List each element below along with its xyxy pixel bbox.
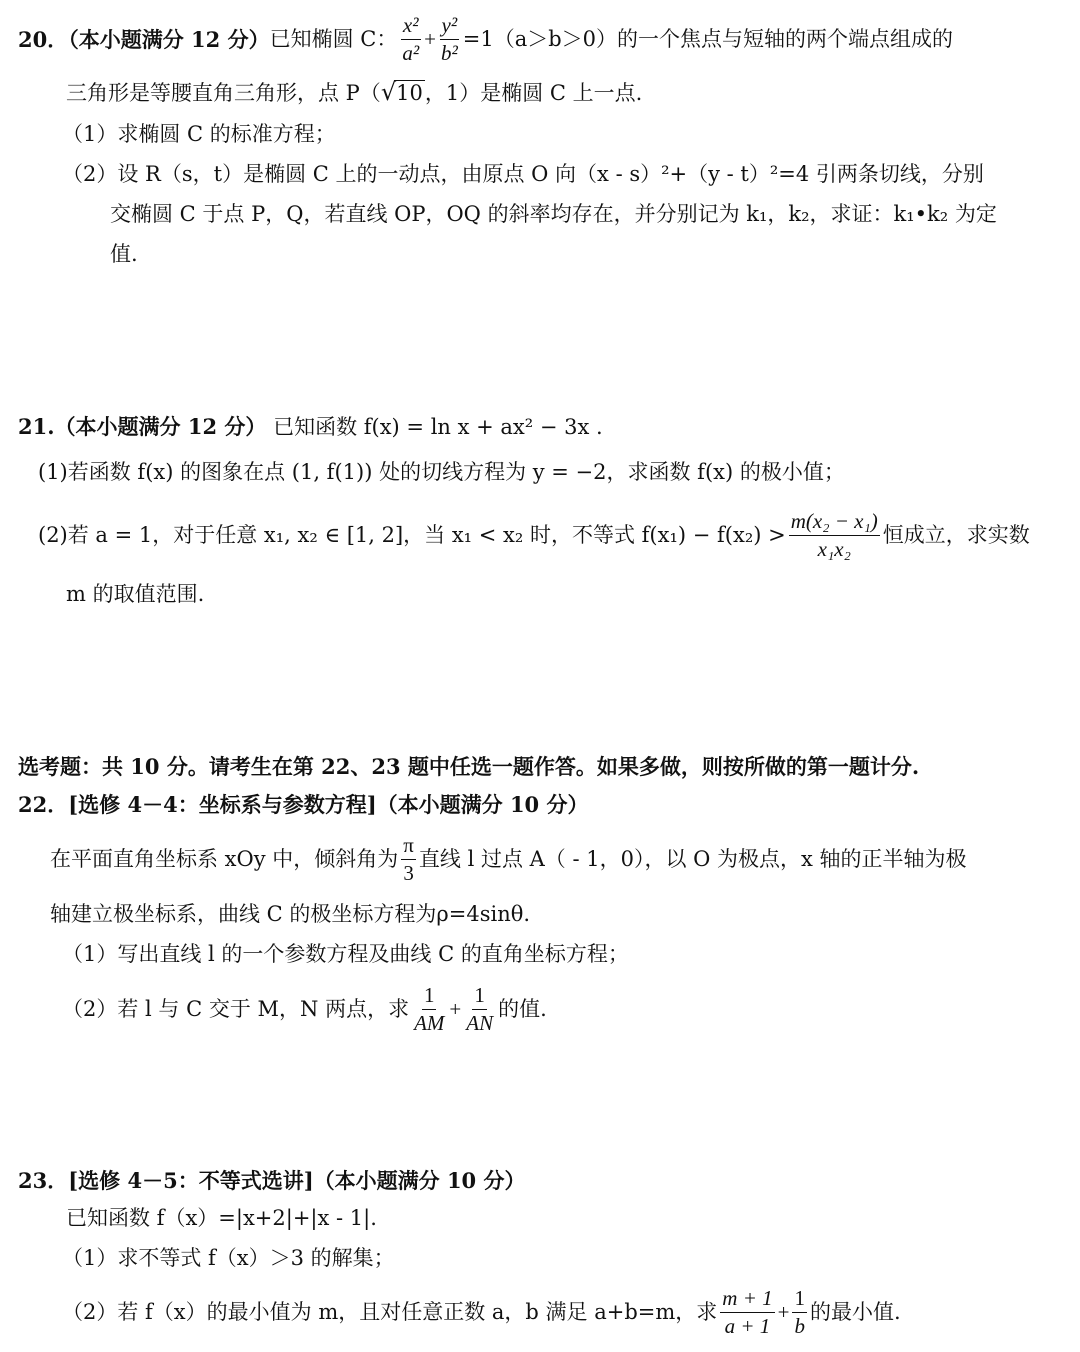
q22-frac-den: 3: [403, 860, 414, 885]
q22-line2: 轴建立极坐标系，曲线 C 的极坐标方程为ρ=4sinθ.: [50, 902, 531, 926]
q22-frac-an-num: 1: [472, 984, 487, 1009]
q22-part1: （1）写出直线 l 的一个参数方程及曲线 C 的直角坐标方程；: [62, 942, 629, 966]
q22-label: 22．[选修 4－4：坐标系与参数方程]（本小题满分 10 分）: [18, 792, 589, 817]
q23-intro: 已知函数 f（x）=|x+2|+|x - 1|.: [66, 1206, 377, 1230]
q22-line1-a: 在平面直角坐标系 xOy 中，倾斜角为: [50, 846, 399, 871]
q21-frac-den: x₁x₂: [817, 536, 851, 561]
q21-intro: 已知函数 f(x) = ln x + ax² − 3x .: [273, 415, 603, 439]
q23-part2-b: 的最小值.: [809, 1299, 901, 1324]
q23-frac-m-den: a + 1: [724, 1313, 771, 1338]
q21-part2-line1: [38, 504, 1030, 566]
q22-part2-a: （2）若 l 与 C 交于 M，N 两点，求: [62, 996, 410, 1021]
q20-frac-x-den: a²: [402, 40, 420, 65]
q21-part2-line2: m 的取值范围.: [66, 582, 205, 606]
q20-part1: （1）求椭圆 C 的标准方程；: [62, 122, 336, 146]
q20-frac-y-num: y²: [440, 14, 460, 39]
q22-part2: （2）若 l 与 C 交于 M，N 两点，求 $\frac{1}{AM}$ + $\frac{1}{AN}$ 的值.: [62, 983, 547, 1035]
q22-frac-an-den: AN: [466, 1010, 494, 1035]
elective-note: 选考题：共 10 分。请考生在第 22、23 题中任选一题作答。如果多做，则按所做的第一题计分.: [18, 754, 920, 779]
q22-frac-am-num: 1: [422, 984, 437, 1009]
q20-frac-y: [439, 14, 460, 63]
q20-part2-line1: （2）设 R（s，t）是椭圆 C 上的一动点，由原点 O 向（x - s）²+（y - t）²=4 引两条切线，分别: [62, 162, 984, 186]
q22-frac-am-den: AM: [414, 1010, 445, 1035]
q22-frac-am: [412, 984, 446, 1033]
q23-frac-b-num: 1: [792, 1287, 807, 1312]
q20-line2: 三角形是等腰直角三角形，点 P（√10，1）是椭圆 C 上一点.: [66, 78, 643, 106]
q22-line1-b: 直线 l 过点 A（ - 1，0），以 O 为极点，x 轴的正半轴为极: [418, 846, 967, 871]
q23-part2: （2）若 f（x）的最小值为 m，且对任意正数 a，b 满足 a+b=m，求 $\frac{m + 1}{a + 1}$ + $\frac{1}{b}$ 的最小值.: [62, 1286, 901, 1338]
q23-frac-b: [792, 1287, 807, 1336]
q20-line2-a: 三角形是等腰直角三角形，点 P（: [66, 81, 381, 105]
q23-frac-b-den: b: [794, 1313, 805, 1338]
q20-line1: 20．（本小题满分 12 分） 已知椭圆 C： $\frac{\text{x²}}{\text{a²}}$ + $\frac{\text{y²}}{\text{b²}}$ =1（a＞b＞0）的一个焦点与短轴的两个端点组成的: [18, 13, 954, 65]
q22-frac-num: π: [401, 834, 416, 859]
q20-intro: 已知椭圆 C：: [269, 26, 398, 51]
q23-part1: （1）求不等式 f（x）＞3 的解集；: [62, 1246, 395, 1270]
q22-line1: [50, 830, 967, 888]
q20-frac-y-den: b²: [440, 40, 458, 65]
q23-frac-m: [720, 1287, 774, 1336]
q21-frac-num: m(x₂ − x₁): [789, 510, 880, 535]
q22-part2-b: 的值.: [498, 996, 547, 1021]
q20-line2-b: ，1）是椭圆 C 上一点.: [424, 81, 643, 105]
q21-part2-a: (2)若 a = 1，对于任意 x₁, x₂ ∈ [1, 2]，当 x₁ < x₂ 时，不等式 f(x₁) − f(x₂) >: [38, 522, 786, 547]
q20-frac-x-num: x²: [401, 14, 421, 39]
q22-frac-pi: [401, 834, 416, 883]
q23-frac-m-num: m + 1: [720, 1287, 774, 1312]
q20-frac-x: [400, 14, 421, 63]
q20-part2-line2: 交椭圆 C 于点 P，Q，若直线 OP，OQ 的斜率均存在，并分别记为 k₁，k₂，求证：k₁•k₂ 为定: [110, 202, 997, 226]
q21-label: 21.（本小题满分 12 分）: [18, 414, 267, 439]
q21-part2-b: 恒成立，求实数: [882, 522, 1030, 547]
q20-label: 20．（本小题满分 12 分）: [18, 26, 270, 52]
q23-label: 23．[选修 4－5：不等式选讲]（本小题满分 10 分）: [18, 1168, 526, 1193]
q21-part1: (1)若函数 f(x) 的图象在点 (1, f(1)) 处的切线方程为 y = −2，求函数 f(x) 的极小值；: [38, 460, 845, 484]
q23-part2-a: （2）若 f（x）的最小值为 m，且对任意正数 a，b 满足 a+b=m，求: [62, 1299, 718, 1324]
q20-part2-line3: 值.: [110, 242, 138, 266]
q21-frac: [789, 510, 880, 559]
q22-frac-an: [464, 984, 495, 1033]
q21-line1: [18, 416, 603, 438]
q20-sqrt: 10: [396, 81, 423, 105]
q20-eq-one: =1（a＞b＞0）的一个焦点与短轴的两个端点组成的: [462, 26, 954, 51]
